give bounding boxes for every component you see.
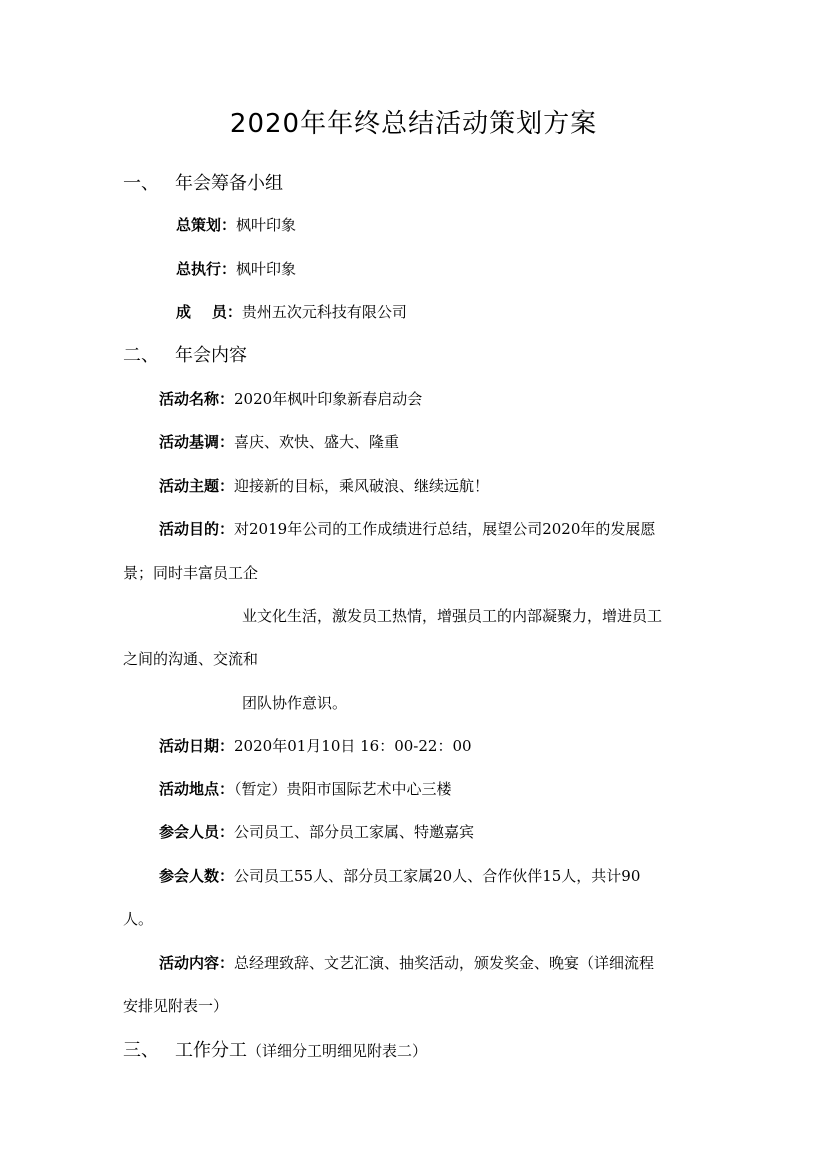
field-value: 迎接新的目标，乘风破浪、继续远航！ — [234, 477, 490, 495]
section-heading-1 — [123, 172, 283, 196]
field-value: 公司员工55人、部分员工家属20人、合作伙伴15人，共计90 — [234, 867, 641, 885]
section-title: 年会内容 — [175, 345, 247, 366]
field-label: 活动地点： — [159, 780, 235, 798]
field-label: 活动日期： — [159, 737, 235, 755]
field-label: 活动目的： — [159, 520, 235, 538]
event-location-line — [159, 778, 452, 800]
field-value: 枫叶印象 — [236, 216, 297, 234]
event-name-line — [159, 388, 422, 410]
attendee-count-line — [159, 865, 640, 887]
section-number: 三、 — [123, 1040, 159, 1061]
attendee-count-continuation: 人。 — [123, 910, 154, 928]
field-value: 贵州五次元科技有限公司 — [241, 303, 407, 321]
field-label: 参会人员： — [159, 823, 235, 841]
event-purpose-line — [159, 518, 655, 540]
field-label: 参会人数： — [159, 867, 235, 885]
field-value: （暂定）贵阳市国际艺术中心三楼 — [234, 780, 452, 798]
document-title: 2020年年终总结活动策划方案 — [229, 109, 598, 139]
field-label: 活动基调： — [159, 433, 235, 451]
event-purpose-continuation: 团队协作意识。 — [242, 694, 348, 712]
section-heading-3 — [123, 1039, 427, 1063]
field-value: 对2019年公司的工作成绩进行总结，展望公司2020年的发展愿 — [234, 520, 656, 538]
event-purpose-continuation: 业文化生活，激发员工热情，增强员工的内部凝聚力，增进员工 — [242, 607, 663, 625]
field-value: 总经理致辞、文艺汇演、抽奖活动，颁发奖金、晚宴（详细流程 — [234, 954, 655, 972]
event-purpose-continuation: 景；同时丰富员工企 — [123, 564, 259, 582]
field-value: 公司员工、部分员工家属、特邀嘉宾 — [234, 823, 475, 841]
field-label: 总策划： — [176, 216, 237, 234]
section-number: 一、 — [123, 173, 159, 194]
field-label: 总执行： — [176, 260, 237, 278]
event-content-continuation: 安排见附表一） — [123, 997, 229, 1015]
field-label: 成 员： — [176, 303, 242, 321]
event-tone-line — [159, 431, 399, 453]
executor-line — [176, 258, 296, 280]
members-line — [176, 301, 407, 323]
field-label: 活动主题： — [159, 477, 235, 495]
event-purpose-continuation: 之间的沟通、交流和 — [123, 650, 259, 668]
section-title: 工作分工 — [175, 1040, 247, 1061]
field-label: 活动名称： — [159, 390, 235, 408]
field-value: 枫叶印象 — [236, 260, 297, 278]
field-label: 活动内容： — [159, 954, 235, 972]
section-heading-2 — [123, 344, 247, 368]
field-value: 喜庆、欢快、盛大、隆重 — [234, 433, 400, 451]
event-theme-line — [159, 475, 489, 497]
event-date-line — [159, 735, 472, 757]
planner-line — [176, 214, 296, 236]
field-value: 2020年枫叶印象新春启动会 — [234, 390, 423, 408]
attendees-line — [159, 821, 474, 843]
section-title: 年会筹备小组 — [175, 173, 283, 194]
field-value: 2020年01月10日 16：00-22：00 — [234, 737, 472, 755]
event-content-line — [159, 952, 654, 974]
section-note: （详细分工明细见附表二） — [247, 1042, 428, 1060]
section-number: 二、 — [123, 345, 159, 366]
